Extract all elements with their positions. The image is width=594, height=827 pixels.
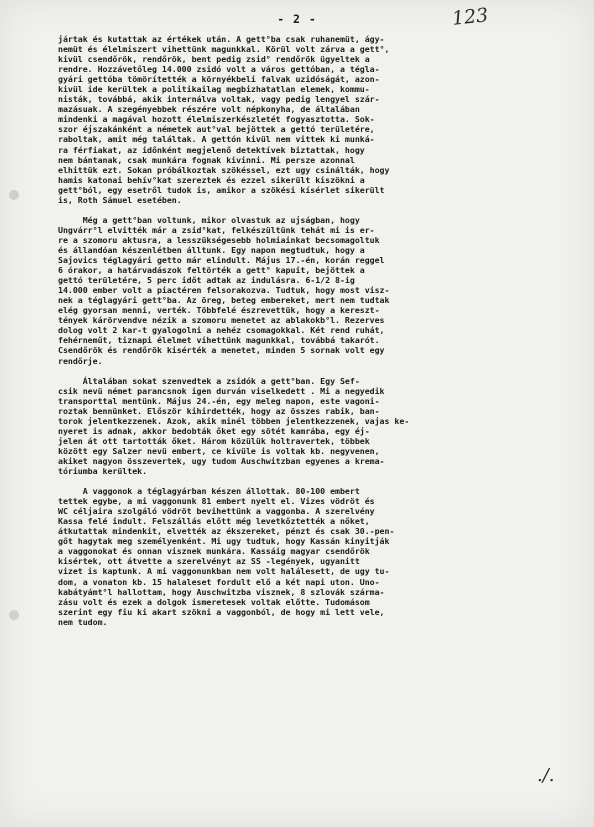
text-line: nem tudom.: [58, 616, 108, 627]
text-line: mazásuak. A szegényebbek részére volt népkonyha, de általában: [58, 104, 360, 115]
text-line: raboltak, amit még találtak. A gettón kivül nem vittek ki munká-: [58, 134, 375, 145]
text-line: átkutattak mindenkit, elvették az ékszereket, pénzt és csak 30.-pen-: [58, 526, 395, 537]
text-line: kivül csendőrök, rendőrök, bent pedig zsid° rendőrök ügyeltek a: [58, 54, 370, 65]
text-line: fehérneműt, tiznapi élelmet vihettünk magunkkal, továbbá takarót.: [58, 335, 380, 346]
text-line: 14.000 ember volt a piactéren felsorakozva. Tudtuk, hogy most visz-: [58, 285, 390, 296]
text-line: zásu volt és ezek a dolgok ismeretesek voltak előtte. Tudomásom: [58, 596, 370, 607]
text-line: csik nevü német parancsnok igen durván viselkedett . Mi a negyedik: [58, 385, 385, 396]
text-line: kisértek, ott átvette a szerelvényt az SS -legények, ugyanitt: [58, 556, 360, 567]
text-line: és állandóan készenlétben álltunk. Egy napon megtudtuk, hogy a: [58, 244, 365, 255]
text-line: Sajovics téglagyári getto már elindult. Május 17.-én, korán reggel: [58, 255, 385, 266]
page-number-header: - 2 -: [277, 12, 317, 26]
paragraph-gap: [58, 366, 564, 376]
text-line: ra férfiakat, az időnként megjelenő detektívek biztattak, hogy: [58, 144, 365, 155]
text-line: tények kárörvendve nézik a szomoru menetet az ablakokb°l. Rezerves: [58, 315, 385, 326]
text-line: roztak bennünket. Először kihirdették, hogy az összes rabik, ban-: [58, 405, 380, 416]
text-line: hamis katonai behív°kat szereztek és ezzel sikerült kiszökni a: [58, 174, 365, 185]
text-line: szerint egy fiu ki akart szökni a vaggonból, de hogy mi lett vele,: [58, 606, 385, 617]
text-line: vizet is kaptunk. A mi vaggonunkban nem volt halálesett, de ugy tu-: [58, 566, 390, 577]
text-line: nem bántanak, csak munkára fognak kivinni. Mi persze azonnal: [58, 154, 355, 165]
paragraph-gap: [58, 205, 564, 215]
text-line: nyeret is adnak, akkor bedobták őket egy sötét kamrába, egy éj-: [58, 425, 370, 436]
text-line: WC céljaira szolgáló vödröt bevihettünk a vaggonba. A szerelvény: [58, 506, 375, 517]
text-line: 6 órakor, a határvadászok feltörték a gett° kapuit, bejöttek a: [58, 265, 365, 276]
text-line: dolog volt 2 kar-t gyalogolni a nehéz csomagokkal. Két rend ruhát,: [58, 325, 385, 336]
text-line: re a szomoru aktusra, a lesszükségesebb holmiainkat becsomagoltuk: [58, 234, 380, 245]
handwritten-page-number: 123: [450, 4, 490, 30]
text-line: jelen át ott tartották őket. Három közülük holtravertek, többek: [58, 435, 370, 446]
text-line: szor éjszakánként a németek aut°val bejöttek a gettó területére,: [58, 124, 375, 135]
text-line: nek a téglagyári gett°ba. Az öreg, beteg embereket, mert nem tudtak: [58, 295, 390, 306]
text-line: elég gyorsan menni, verték. Többfelé észrevettük, hogy a kereszt-: [58, 305, 380, 316]
text-line: gett°ból, egy esetről tudok is, amikor a szökési kísérlet sikerült: [58, 184, 385, 195]
text-line: is, Roth Sámuel esetében.: [58, 194, 182, 205]
text-line: akiket nagyon összevertek, ugy tudom Auschwitzban egyenes a krema-: [58, 455, 385, 466]
text-line: között egy Salzer nevü embert, ce kivüle is voltak kb. negyvenen,: [58, 445, 380, 456]
paragraph-gap: [58, 476, 564, 486]
text-line: gyári gettóba tömörítették a környékbeli falvak uzidóságát, azon-: [58, 74, 380, 85]
typed-text-body: [58, 34, 564, 627]
text-line: torok jelentkezzenek. Azok, akik minél többen jelentkezzenek, vajas ke-: [58, 415, 410, 426]
text-line: A vaggonok a téglagyárban készen állottak. 80-100 embert: [58, 486, 360, 497]
text-line: rendre. Hozzávetőleg 14.000 zsidó volt a város gettóban, a tégla-: [58, 64, 380, 75]
text-line: rendőrje.: [58, 355, 103, 366]
text-line: dom, a vonaton kb. 15 halaleset fordult elő a két napi uton. Uno-: [58, 576, 380, 587]
text-line: nemüt és élelmiszert vihettünk magunkkal. Körül volt zárva a gett°,: [58, 44, 390, 55]
text-line: kivül ide kerültek a politikailag megbizhatatlan elemek, kommu-: [58, 84, 370, 95]
text-line: Kassa felé indult. Felszállás előtt még levetkőztették a nőket,: [58, 516, 370, 527]
text-line: elhittük ezt. Sokan próbálkoztak szökéssel, ezt ugy csinálták, hogy: [58, 164, 390, 175]
text-line: tettek egybe, a mi vaggonunk 81 embert nyelt el. Vizes vödröt és: [58, 496, 375, 507]
text-line: mindenki a magával hozott élelmiszerkészletét fogyasztotta. Sok-: [58, 114, 375, 125]
text-line: Ungvárr°l elvitték már a zsid°kat, felkészültünk tehát mi is er-: [58, 224, 375, 235]
text-line: kabátyámt°l hallottam, hogy Auschwitzba visznek, 8 szlovák szárma-: [58, 586, 385, 597]
text-line: tóriumba kerültek.: [58, 466, 148, 477]
text-line: transporttal mentünk. Május 24.-én, egy meleg napon, este vagoni-: [58, 395, 380, 406]
continuation-mark: ./.: [537, 765, 555, 786]
text-line: nisták, továbbá, akik internálva voltak, vagy pedig lengyel szár-: [58, 94, 380, 105]
text-line: gőt hagytak meg személyenként. Mi ugy tudtuk, hogy Kassán kinyitják: [58, 536, 390, 547]
text-line: gettó területére, 5 perc időt adtak az indulásra. 6-1/2 8-ig: [58, 275, 355, 286]
text-line: Általában sokat szenvedtek a zsidók a gett°ban. Egy Sef-: [58, 375, 360, 386]
text-line: a vaggonokat és onnan visznek munkára. Kassáig magyar csendőrök: [58, 546, 370, 557]
text-line: jártak és kutattak az értékek után. A gett°ba csak ruhanemüt, ágy-: [58, 34, 385, 44]
text-line: Csendőrök és rendőrök kisérték a menetet, minden 5 sornak volt egy: [58, 345, 385, 356]
text-line: Még a gett°ban voltunk, mikor olvastuk az ujságban, hogy: [58, 214, 360, 225]
